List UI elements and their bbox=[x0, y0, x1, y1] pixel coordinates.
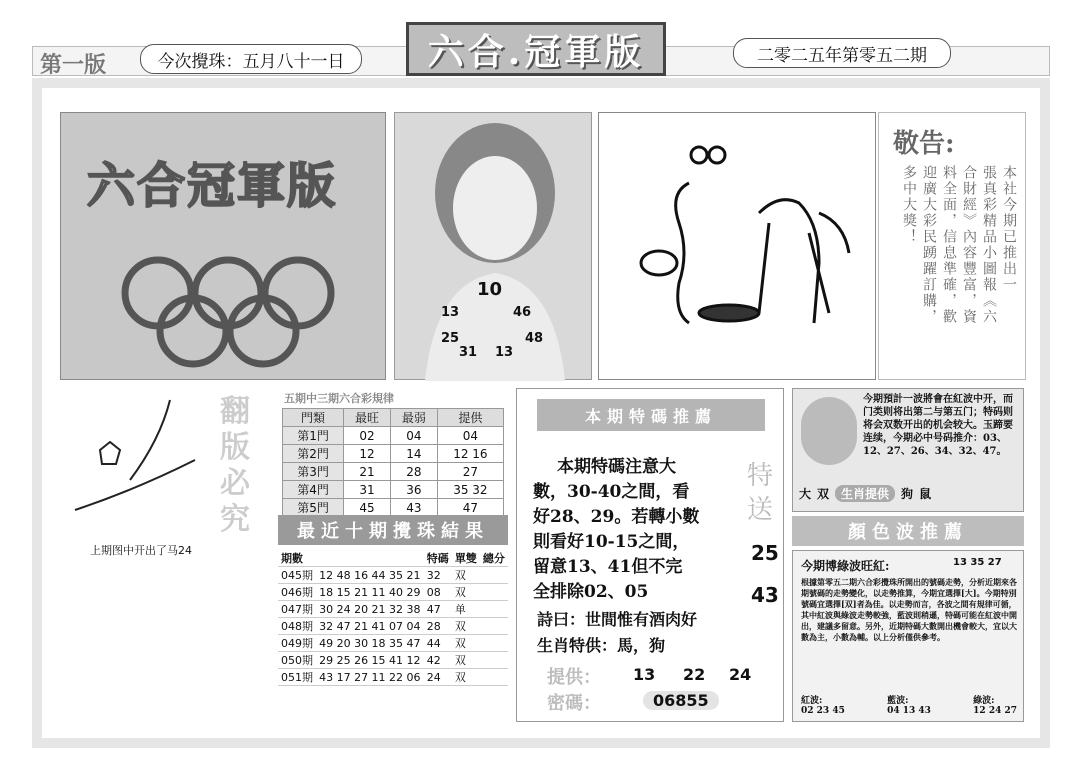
prediction-line: 本期特碼注意大 bbox=[557, 457, 676, 477]
row-label: 第4門 bbox=[283, 481, 344, 499]
table-row bbox=[278, 618, 508, 635]
wave-label: 紅波: bbox=[801, 696, 823, 706]
newspaper-title: 六合.冠軍版 bbox=[406, 22, 666, 76]
tag: 狗 bbox=[901, 487, 914, 501]
photo-number: 10 bbox=[477, 279, 503, 300]
zone-table bbox=[282, 408, 504, 517]
cell: 双 bbox=[452, 584, 480, 601]
wave-list bbox=[801, 693, 1017, 716]
results-table bbox=[278, 550, 508, 686]
color-wave-panel bbox=[792, 550, 1024, 722]
cell: 12 16 bbox=[437, 445, 503, 463]
color-wave-body: 根據第零五二期六合彩攪珠所開出的號碼走勢，分析近期來各期號碼的走勢變化，以走勢推算，今期宜選擇[大]。今期特別號碼宜選擇[双]者為佳。以走勢而言，各波之間有規律可循，其中紅波與綠波走勢較強，藍波則稍遜，特碼可能在紅波中開出，建議多留意。另外，近期特碼大數開出機會較大，宜以大數為主，小數為輔。以上分析僅供參考。 bbox=[801, 577, 1017, 642]
cell: 双 bbox=[452, 652, 480, 669]
col-header bbox=[316, 550, 424, 567]
prediction-line: 留意13、41但不完 bbox=[533, 557, 683, 577]
photo-number: 48 bbox=[525, 331, 544, 346]
notice-col: 本社今期已推出一 bbox=[1001, 165, 1017, 293]
cell: 14 bbox=[390, 445, 437, 463]
cell: 048期 bbox=[278, 618, 316, 635]
cell: 35 32 bbox=[437, 481, 503, 499]
cell: 18 15 21 11 40 29 bbox=[316, 584, 424, 601]
portrait-image bbox=[395, 113, 593, 381]
col-header: 門類 bbox=[283, 409, 344, 427]
cell: 28 bbox=[424, 618, 452, 635]
col-header: 單雙 bbox=[452, 550, 480, 567]
cell: 12 bbox=[344, 445, 391, 463]
table-row bbox=[283, 445, 504, 463]
cartoon-panel bbox=[598, 112, 876, 380]
notice-col: 料全面，信息準確，歡 bbox=[941, 165, 957, 325]
issue-number: 二零二五年第零五二期 bbox=[733, 38, 951, 68]
photo-panel bbox=[394, 112, 592, 380]
cell: 双 bbox=[452, 669, 480, 686]
cell: 47 bbox=[424, 601, 452, 618]
notice-col: 合財經》內容豐富，資 bbox=[961, 165, 977, 325]
tag: 双 bbox=[817, 487, 830, 501]
special-number: 25 bbox=[751, 541, 779, 565]
horse-cartoon-image bbox=[619, 143, 859, 353]
prediction-panel bbox=[516, 388, 784, 722]
cell: 29 25 26 15 41 12 bbox=[316, 652, 424, 669]
cell: 049期 bbox=[278, 635, 316, 652]
special-number: 43 bbox=[751, 583, 779, 607]
cell: 28 bbox=[390, 463, 437, 481]
row-label: 第3門 bbox=[283, 463, 344, 481]
code-label: 密碼： bbox=[547, 693, 601, 714]
edition-label: 第一版 bbox=[40, 52, 107, 78]
cell: 43 17 27 11 22 06 bbox=[316, 669, 424, 686]
cell: 47 bbox=[437, 499, 503, 517]
table-row bbox=[283, 463, 504, 481]
forecast-image bbox=[801, 397, 857, 465]
prediction-line: 全排除02、05 bbox=[533, 582, 649, 602]
cell: 45 bbox=[344, 499, 391, 517]
cell: 02 bbox=[344, 427, 391, 445]
cell: 08 bbox=[424, 584, 452, 601]
col-header: 特碼 bbox=[424, 550, 452, 567]
poem-line: 詩曰：世間惟有酒肉好 bbox=[537, 610, 698, 629]
cell: 31 bbox=[344, 481, 391, 499]
forecast-text: 今期預計一波將會在紅波中开，而门类则将出第二与第五门；特码则将会双数开出的机会较大。玉蹄要连续，今期必中号码推介：03、12、27、26、34、32、47。 bbox=[863, 394, 1013, 457]
olympic-rings-icon bbox=[113, 253, 343, 373]
table-row bbox=[278, 584, 508, 601]
prediction-line: 則看好10-15之間， bbox=[533, 532, 690, 552]
prediction-line: 好28、29。若轉小數 bbox=[533, 507, 700, 527]
cell: 04 bbox=[390, 427, 437, 445]
cell: 047期 bbox=[278, 601, 316, 618]
cell: 32 bbox=[424, 567, 452, 584]
color-wave-heading-nums: 13 35 27 bbox=[953, 557, 1002, 568]
notice-body bbox=[899, 165, 1019, 375]
photo-number: 13 bbox=[441, 305, 460, 320]
cell: 12 48 16 44 35 21 bbox=[316, 567, 424, 584]
cell: 双 bbox=[452, 567, 480, 584]
special-label: 特送 bbox=[747, 461, 774, 525]
cell: 050期 bbox=[278, 652, 316, 669]
notice-title: 敬告: bbox=[893, 129, 955, 159]
draw-date: 今次攪珠：五月八十一日 bbox=[140, 44, 362, 74]
table-row bbox=[283, 427, 504, 445]
row-label: 第1門 bbox=[283, 427, 344, 445]
cell: 36 bbox=[390, 481, 437, 499]
provide-label: 提供： bbox=[547, 667, 601, 688]
notice-col: 迎廣大彩民踴躍訂購， bbox=[921, 165, 937, 325]
table-row bbox=[278, 601, 508, 618]
notice-col: 多中大獎！ bbox=[901, 165, 917, 245]
forecast-tags bbox=[799, 485, 931, 502]
bamboo-sketch-image bbox=[70, 390, 200, 520]
col-header: 期數 bbox=[278, 550, 316, 567]
photo-number: 13 bbox=[495, 345, 514, 360]
cell: 双 bbox=[452, 635, 480, 652]
row-label: 第2門 bbox=[283, 445, 344, 463]
cell: 30 24 20 21 32 38 bbox=[316, 601, 424, 618]
table-row bbox=[283, 481, 504, 499]
table-row bbox=[283, 499, 504, 517]
wave-item bbox=[801, 693, 845, 716]
table-row bbox=[278, 635, 508, 652]
logo-title: 六合冠軍版 bbox=[87, 158, 338, 214]
hint-caption: 上期图中开出了马24 bbox=[90, 544, 192, 557]
provide-number: 24 bbox=[729, 665, 752, 684]
col-header: 最旺 bbox=[344, 409, 391, 427]
wave-nums: 12 24 27 bbox=[973, 706, 1017, 716]
table-row bbox=[278, 669, 508, 686]
cell: 单 bbox=[452, 601, 480, 618]
cell: 42 bbox=[424, 652, 452, 669]
photo-number: 25 bbox=[441, 331, 460, 346]
cell: 43 bbox=[390, 499, 437, 517]
cell: 051期 bbox=[278, 669, 316, 686]
cell: 双 bbox=[452, 618, 480, 635]
col-header: 提供 bbox=[437, 409, 503, 427]
notice-panel bbox=[878, 112, 1026, 380]
cell: 24 bbox=[424, 669, 452, 686]
cell: 045期 bbox=[278, 567, 316, 584]
provide-number: 13 bbox=[633, 665, 656, 684]
results-title: 最近十期攪珠結果 bbox=[278, 515, 508, 545]
cell: 44 bbox=[424, 635, 452, 652]
wave-label: 綠波: bbox=[973, 696, 995, 706]
wave-item bbox=[973, 693, 1017, 716]
tag: 生肖提供 bbox=[835, 485, 895, 502]
row-label: 第5門 bbox=[283, 499, 344, 517]
cell: 04 bbox=[437, 427, 503, 445]
tag: 鼠 bbox=[919, 487, 932, 501]
cell: 046期 bbox=[278, 584, 316, 601]
color-wave-title: 顏色波推薦 bbox=[792, 516, 1024, 546]
col-header: 總分 bbox=[480, 550, 508, 567]
wave-nums: 02 23 45 bbox=[801, 706, 845, 716]
zone-table-title: 五期中三期六合彩規律 bbox=[284, 392, 394, 405]
logo-panel bbox=[60, 112, 386, 380]
prediction-text bbox=[533, 455, 699, 605]
hint-panel bbox=[60, 390, 270, 720]
provide-number: 22 bbox=[683, 665, 706, 684]
table-row bbox=[278, 567, 508, 584]
zodiac-line: 生肖特供：馬，狗 bbox=[537, 636, 666, 655]
code-value: 06855 bbox=[643, 691, 719, 710]
notice-col: 張真彩精品小圖報《六 bbox=[981, 165, 997, 325]
prediction-banner: 本期特碼推薦 bbox=[537, 399, 765, 431]
tag: 大 bbox=[799, 487, 812, 501]
cell: 49 20 30 18 35 47 bbox=[316, 635, 424, 652]
photo-number: 46 bbox=[513, 305, 532, 320]
col-header: 最弱 bbox=[390, 409, 437, 427]
watermark-text: 翻版必究 bbox=[220, 394, 250, 537]
wave-item bbox=[887, 693, 931, 716]
photo-number: 31 bbox=[459, 345, 478, 360]
wave-nums: 04 13 43 bbox=[887, 706, 931, 716]
cell: 21 bbox=[344, 463, 391, 481]
zone-table-panel bbox=[278, 390, 508, 515]
table-row bbox=[278, 652, 508, 669]
wave-label: 藍波: bbox=[887, 696, 909, 706]
forecast-panel bbox=[792, 388, 1024, 512]
color-wave-heading: 今期博綠波旺紅: bbox=[801, 559, 890, 573]
cell: 32 47 21 41 07 04 bbox=[316, 618, 424, 635]
cell: 27 bbox=[437, 463, 503, 481]
prediction-line: 數，30-40之間，看 bbox=[533, 482, 690, 502]
